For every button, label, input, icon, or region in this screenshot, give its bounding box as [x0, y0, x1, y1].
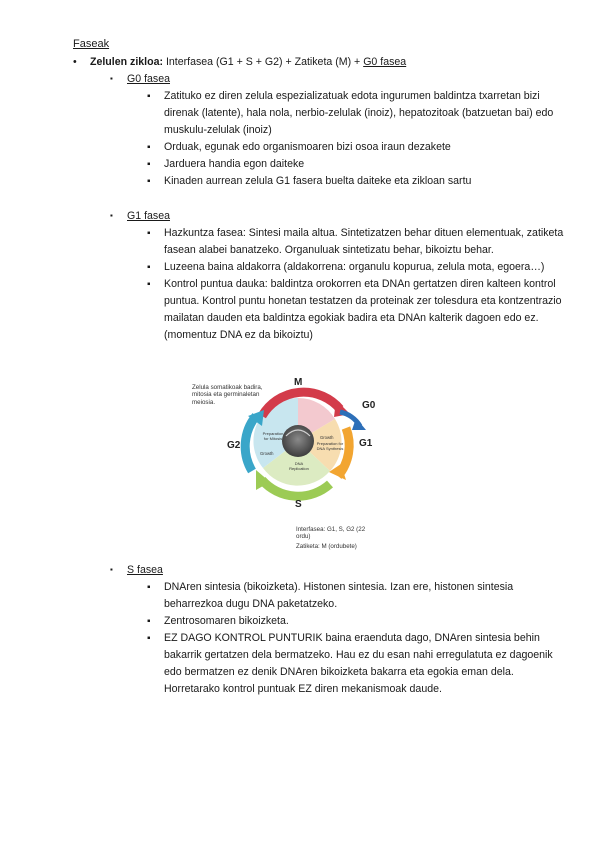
g0-heading: G0 fasea [127, 73, 170, 85]
g1-heading: G1 fasea [127, 210, 170, 222]
label-prep-dna: Preparation for DNA Synthesis [316, 441, 344, 451]
square-bullet-icon: ▪ [110, 565, 113, 574]
label-g1: G1 [359, 438, 373, 449]
list-item: ▪ Kinaden aurrean zelula G1 fasera buelta daiteke eta zikloan sartu [147, 173, 567, 190]
list-item: ▪ Orduak, egunak edo organismoaren bizi osoa iraun dezakete [147, 139, 567, 156]
page-title: Faseak [73, 38, 110, 50]
cell-cycle-label: Zelulen zikloa: [90, 56, 163, 68]
bullet-icon: • [73, 56, 77, 68]
s-heading-line [110, 564, 163, 576]
list-item: ▪ Hazkuntza fasea: Sintesi maila altua. Sintetizatzen behar dituen elementuak, zatiketa fasean alabei banatzeko. Organuluak sintetizatu behar, bikoiztu behar. [147, 225, 567, 259]
square-bullet-icon: ▪ [110, 211, 113, 220]
list-item: ▪ Zentrosomaren bikoizketa. [147, 613, 567, 630]
label-growth-left: Growth [260, 451, 274, 456]
square-bullet-icon: ▪ [110, 74, 113, 83]
list-item: ▪ Kontrol puntua dauka: baldintza orokorren eta DNAn gertatzen diren kalteen kontrol puntua. Kontrol puntu honetan testatzen da proteinak zer tolesdura eta kontzentrazio mailatan dauden eta baldintza egokiak badira eta DNAn kalterik dagoen edo ez. (momentuz DNA ez da bikoiztu) [147, 276, 567, 344]
list-item: ▪ DNAren sintesia (bikoizketa). Histonen sintesia. Izan ere, histonen sintesia beharrezkoa dugu DNA paketatzeko. [147, 579, 567, 613]
g1-heading-line [110, 210, 170, 222]
list-item: ▪ EZ DAGO KONTROL PUNTURIK baina eraenduta dago, DNAren sintesia behin bakarrik gertatzen dela bermatzeko. Hau ez du esan nahi erregulatuta ez dagoenik edo bermatzen ez denik DNAren bikoizketa bakarra eta egokia eman dela. Horretarako kontrol puntuak EZ diren mekanismoak daude. [147, 630, 567, 698]
cell-cycle-text: Interfasea (G1 + S + G2) + Zatiketa (M) + [163, 56, 364, 68]
label-g0: G0 [362, 400, 376, 411]
label-m: M [294, 377, 303, 388]
cell-cycle-line [73, 56, 406, 68]
label-s: S [295, 499, 302, 510]
diagram-note-top: Zelula somatikoak badira, mitosia eta germinaletan meiosia. [192, 384, 263, 406]
list-item: ▪ Luzeena baina aldakorra (aldakorrena: organulu kopurua, zelula mota, egoera…) [147, 259, 567, 276]
g0-heading-line [110, 73, 170, 85]
g1-list [147, 225, 567, 344]
label-growth-right: Growth [320, 435, 334, 440]
list-item: ▪ Jarduera handia egon daiteke [147, 156, 567, 173]
label-dna-replication: DNA Replication [289, 461, 309, 471]
diagram-note-bottom-1: Interfasea: G1, S, G2 (22 ordu) [296, 526, 366, 541]
diagram-note-bottom-2: Zatiketa: M (ordubete) [296, 543, 357, 550]
cell-cycle-diagram [190, 376, 390, 556]
list-item: ▪ Zatituko ez diren zelula espezializatuak edota ingurumen baldintza txarretan bizi direnak (latente), hala nola, nerbio-zelulak (inoiz), hepatozitoak (batzuetan bai) edo muskulu-zelulak (inoiz) [147, 88, 567, 139]
label-g2: G2 [227, 440, 241, 451]
g0-link: G0 fasea [363, 56, 407, 68]
label-prep-mitosis: Preparation for Mitosis [262, 431, 284, 441]
s-list [147, 579, 567, 698]
g0-list [147, 88, 567, 190]
s-heading: S fasea [127, 564, 163, 576]
